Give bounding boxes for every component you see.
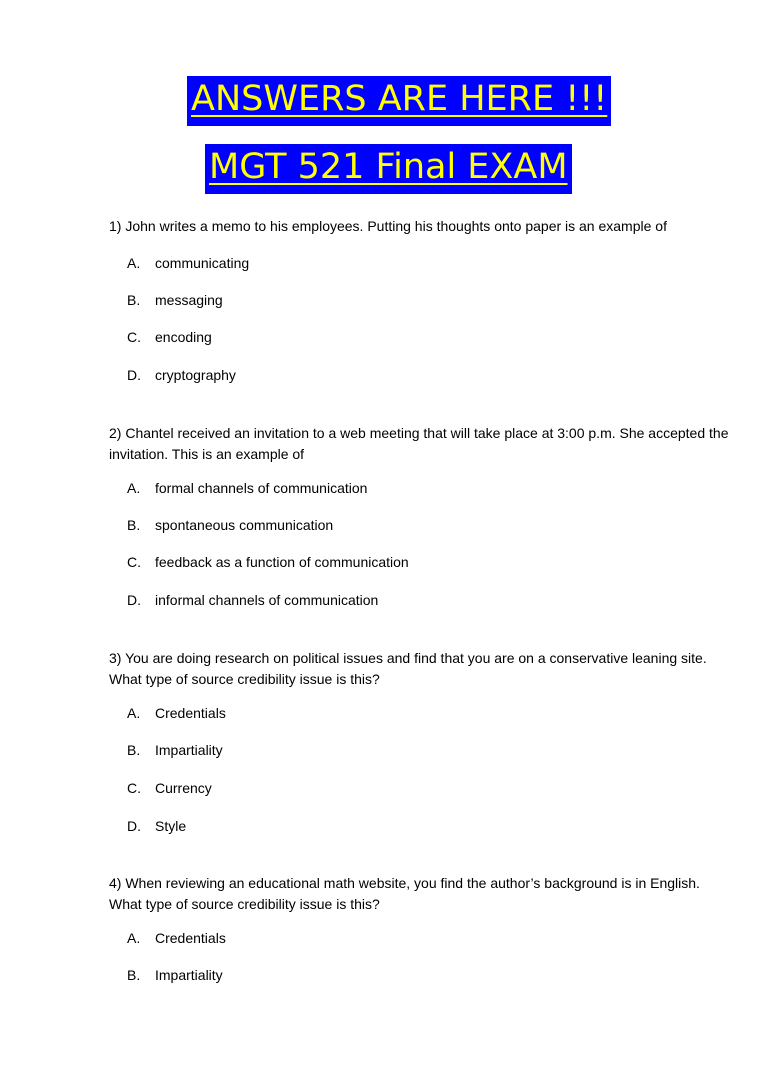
option-text: cryptography [155, 367, 236, 383]
question-1-option-c [127, 328, 212, 346]
option-text: spontaneous communication [155, 517, 334, 533]
option-letter: C. [127, 554, 141, 570]
option-text: Impartiality [155, 742, 223, 758]
option-letter: A. [127, 255, 141, 271]
option-text: feedback as a function of communication [155, 554, 409, 570]
option-text: Currency [155, 780, 212, 796]
option-letter: B. [127, 967, 141, 983]
question-4-option-a [127, 929, 226, 947]
option-letter: A. [127, 705, 141, 721]
question-3-option-c [127, 779, 212, 797]
option-letter: B. [127, 517, 141, 533]
question-2-option-a [127, 479, 367, 497]
question-2-text: 2) Chantel received an invitation to a web meeting that will take place at 3:00 p.m. She accepted the invitation. This is an example of [109, 425, 729, 462]
option-letter: D. [127, 367, 141, 383]
question-2-option-b [127, 516, 333, 534]
option-letter: D. [127, 818, 141, 834]
option-letter: A. [127, 480, 141, 496]
question-2-option-c [127, 553, 409, 571]
question-1-option-a [127, 254, 249, 272]
question-3-option-a [127, 704, 226, 722]
header-banner-answers [187, 76, 611, 126]
header-line-1: ANSWERS ARE HERE !!! [191, 79, 608, 119]
question-3-text: 3) You are doing research on political issues and find that you are on a conservative leaning site. What type of source credibility issue is this? [109, 650, 707, 687]
option-text: encoding [155, 329, 212, 345]
option-text: messaging [155, 292, 223, 308]
question-1-option-d [127, 366, 236, 384]
option-letter: D. [127, 592, 141, 608]
option-text: Credentials [155, 705, 226, 721]
option-letter: C. [127, 329, 141, 345]
option-letter: B. [127, 742, 141, 758]
option-letter: C. [127, 780, 141, 796]
option-text: Style [155, 818, 187, 834]
question-1-text: 1) John writes a memo to his employees. Putting his thoughts onto paper is an example of [109, 218, 667, 234]
option-text: formal channels of communication [155, 480, 368, 496]
option-text: Credentials [155, 930, 226, 946]
option-text: communicating [155, 255, 250, 271]
option-letter: A. [127, 930, 141, 946]
question-4-option-b [127, 966, 223, 984]
question-2-option-d [127, 591, 378, 609]
question-3-option-d [127, 817, 186, 835]
question-3-option-b [127, 741, 223, 759]
option-text: informal channels of communication [155, 592, 379, 608]
header-line-2: MGT 521 Final EXAM [209, 147, 568, 187]
question-4-text: 4) When reviewing an educational math website, you find the author’s background is in English. What type of source credibility issue is this? [109, 875, 700, 912]
option-text: Impartiality [155, 967, 223, 983]
option-letter: B. [127, 292, 141, 308]
header-banner-exam-title [205, 144, 572, 194]
question-1-option-b [127, 291, 223, 309]
